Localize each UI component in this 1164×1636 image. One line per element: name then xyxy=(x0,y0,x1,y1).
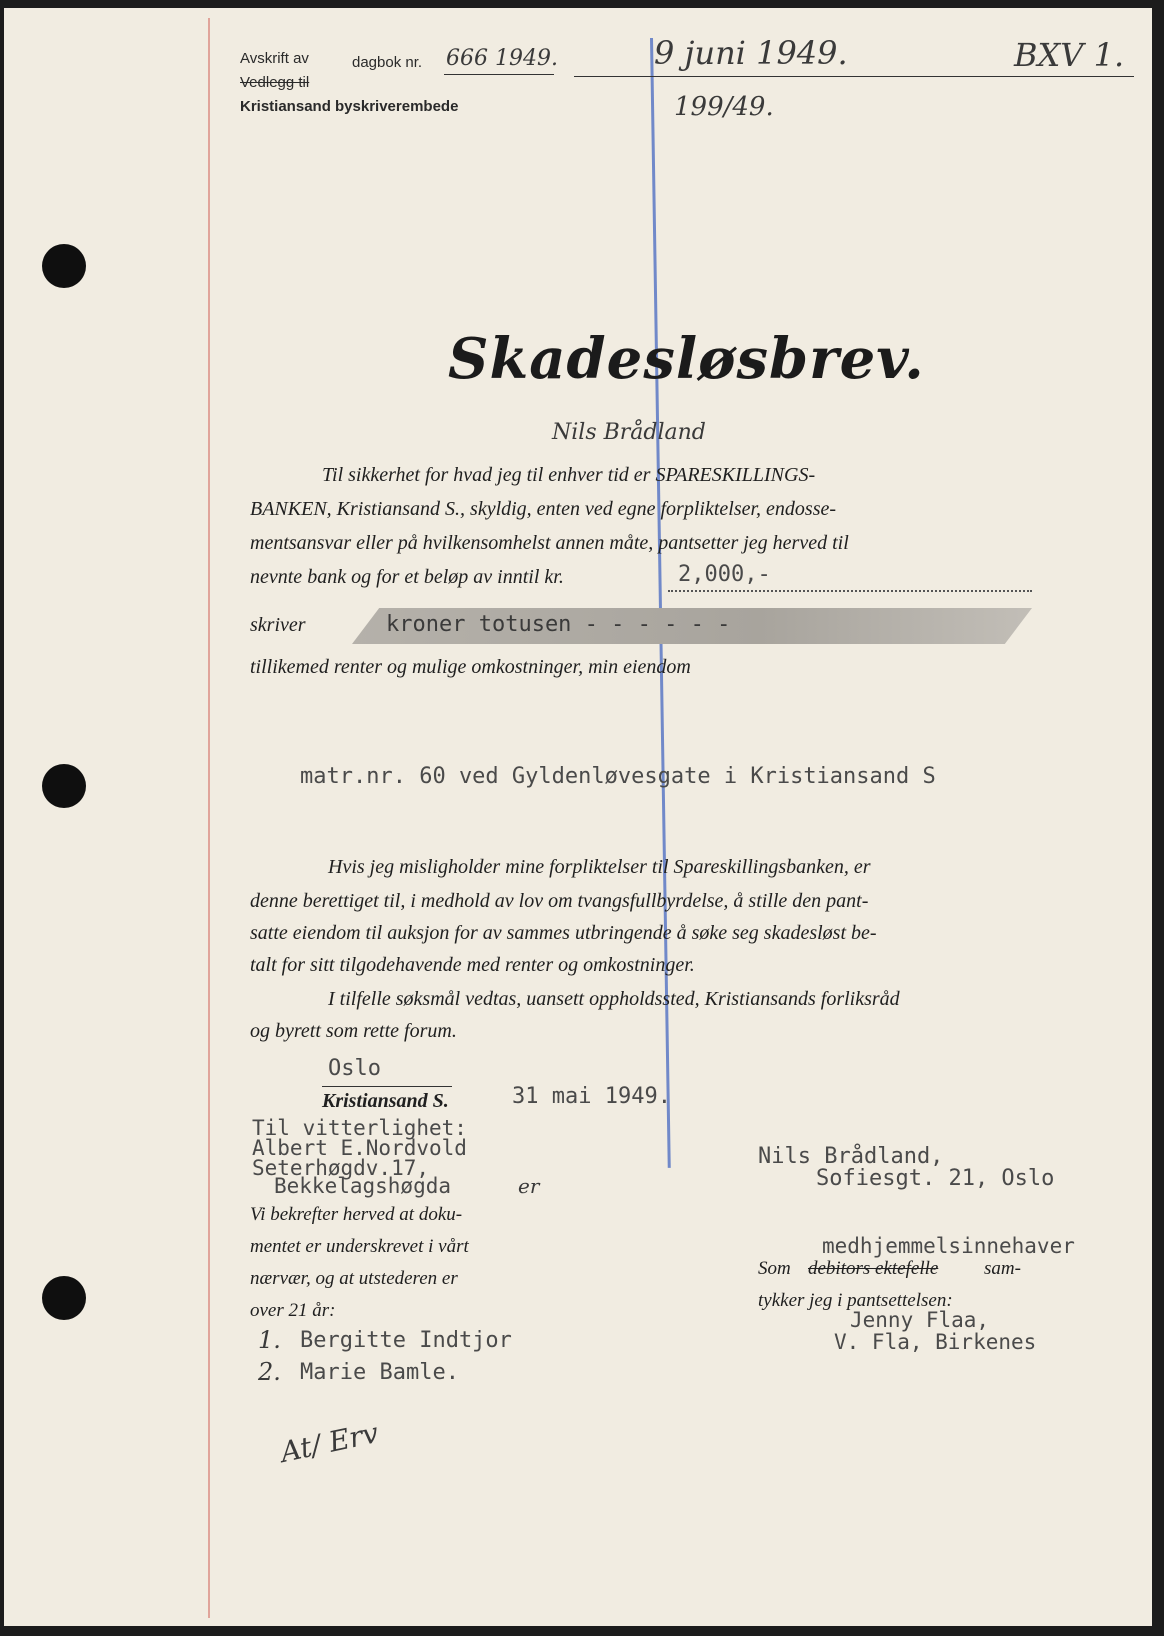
consent-line1-end: sam- xyxy=(984,1258,1021,1279)
para1-line4: nevnte bank og for et beløp av inntil kr. xyxy=(250,566,564,588)
amount-words: kroner totusen - - - - - - xyxy=(386,612,731,637)
witness-confirm-line3: nærvær, og at utstederen er xyxy=(250,1268,458,1289)
para2-line6: og byrett som rette forum. xyxy=(250,1020,457,1042)
consent-address: V. Fla, Birkenes xyxy=(834,1330,1037,1354)
vedlegg-label: Vedlegg til xyxy=(240,74,310,91)
witness-address2: Bekkelagshøgda xyxy=(274,1174,452,1198)
skriver-label: skriver xyxy=(250,614,306,636)
para2-line3: satte eiendom til auksjon for av sammes utbringende å søke seg skadesløst be- xyxy=(250,922,877,944)
witness1-number: 1. xyxy=(258,1326,281,1354)
signer-name: Nils Brådland, xyxy=(758,1144,944,1169)
amount-dotted-line xyxy=(668,590,1032,592)
page-reference: BXV 1. xyxy=(1014,36,1125,74)
para2-line4: talt for sitt tilgodehavende med renter og omkostninger. xyxy=(250,954,695,976)
witness-name: Albert E.Nordvold xyxy=(252,1136,467,1160)
reference-handwritten: 199/49. xyxy=(674,92,774,122)
consent-name: Jenny Flaa, xyxy=(850,1308,990,1332)
avskrift-label: Avskrift av xyxy=(240,50,309,67)
witness-confirm-line4: over 21 år: xyxy=(250,1300,336,1321)
debtor-handwritten: Nils Brådland xyxy=(552,420,706,445)
place-printed: Kristiansand S. xyxy=(322,1090,449,1112)
witness1-name: Bergitte Indtjor xyxy=(300,1328,512,1353)
consent-line2: tykker jeg i pantsettelsen: xyxy=(758,1290,953,1311)
document-title: Skadesløsbrev. xyxy=(448,326,925,392)
amount-typed: 2,000,- xyxy=(678,562,771,587)
witness-hand-note: er xyxy=(518,1174,540,1198)
consent-line1-start: Som xyxy=(758,1258,791,1279)
para1-line2: BANKEN, Kristiansand S., skyldig, enten ved egne forpliktelser, endosse- xyxy=(250,498,837,520)
para1-line3: mentsansvar eller på hvilkensomhelst annen måte, pantsetter jeg herved til xyxy=(250,532,849,554)
property-description: matr.nr. 60 ved Gyldenløvesgate i Kristiansand S xyxy=(300,764,936,789)
dagbok-underline xyxy=(444,74,554,75)
punch-hole xyxy=(42,1276,86,1320)
tillikemed-line: tillikemed renter og mulige omkostninger, min eiendom xyxy=(250,656,691,678)
consent-struck-text: debitors ektefelle xyxy=(808,1258,939,1279)
witness2-number: 2. xyxy=(258,1358,281,1386)
place-typed: Oslo xyxy=(328,1056,381,1081)
witness2-name: Marie Bamle. xyxy=(300,1360,459,1385)
para2-line2: denne berettiget til, i medhold av lov om tvangsfullbyrdelse, å stille den pant- xyxy=(250,890,869,912)
para1-line1: Til sikkerhet for hvad jeg til enhver tid er SPARESKILLINGS- xyxy=(322,464,816,486)
document-page xyxy=(4,8,1152,1626)
punch-hole xyxy=(42,764,86,808)
signer-address: Sofiesgt. 21, Oslo xyxy=(816,1166,1055,1191)
initials-handwritten: At/ Erv xyxy=(277,1416,382,1469)
witness-address1: Seterhøgdv.17, xyxy=(252,1156,430,1180)
office-name: Kristiansand byskriverembede xyxy=(240,98,459,115)
date-handwritten: 9 juni 1949. xyxy=(654,34,848,72)
punch-hole xyxy=(42,244,86,288)
dagbok-number: 666 1949. xyxy=(446,46,558,71)
para2-line5: I tilfelle søksmål vedtas, uansett oppholdssted, Kristiansands forliksråd xyxy=(328,988,900,1010)
place-strike-line xyxy=(322,1086,452,1087)
witness-heading: Til vitterlighet: xyxy=(252,1116,467,1140)
para2-line1: Hvis jeg misligholder mine forpliktelser til Spareskillingsbanken, er xyxy=(328,856,871,878)
dagbok-label: dagbok nr. xyxy=(352,54,423,71)
margin-line xyxy=(208,18,210,1618)
header-rule xyxy=(574,76,1134,77)
witness-confirm-line2: mentet er underskrevet i vårt xyxy=(250,1236,469,1257)
date-typed: 31 mai 1949. xyxy=(512,1084,671,1109)
consent-typed-role: medhjemmelsinnehaver xyxy=(822,1234,1075,1258)
witness-confirm-line1: Vi bekrefter herved at doku- xyxy=(250,1204,463,1225)
